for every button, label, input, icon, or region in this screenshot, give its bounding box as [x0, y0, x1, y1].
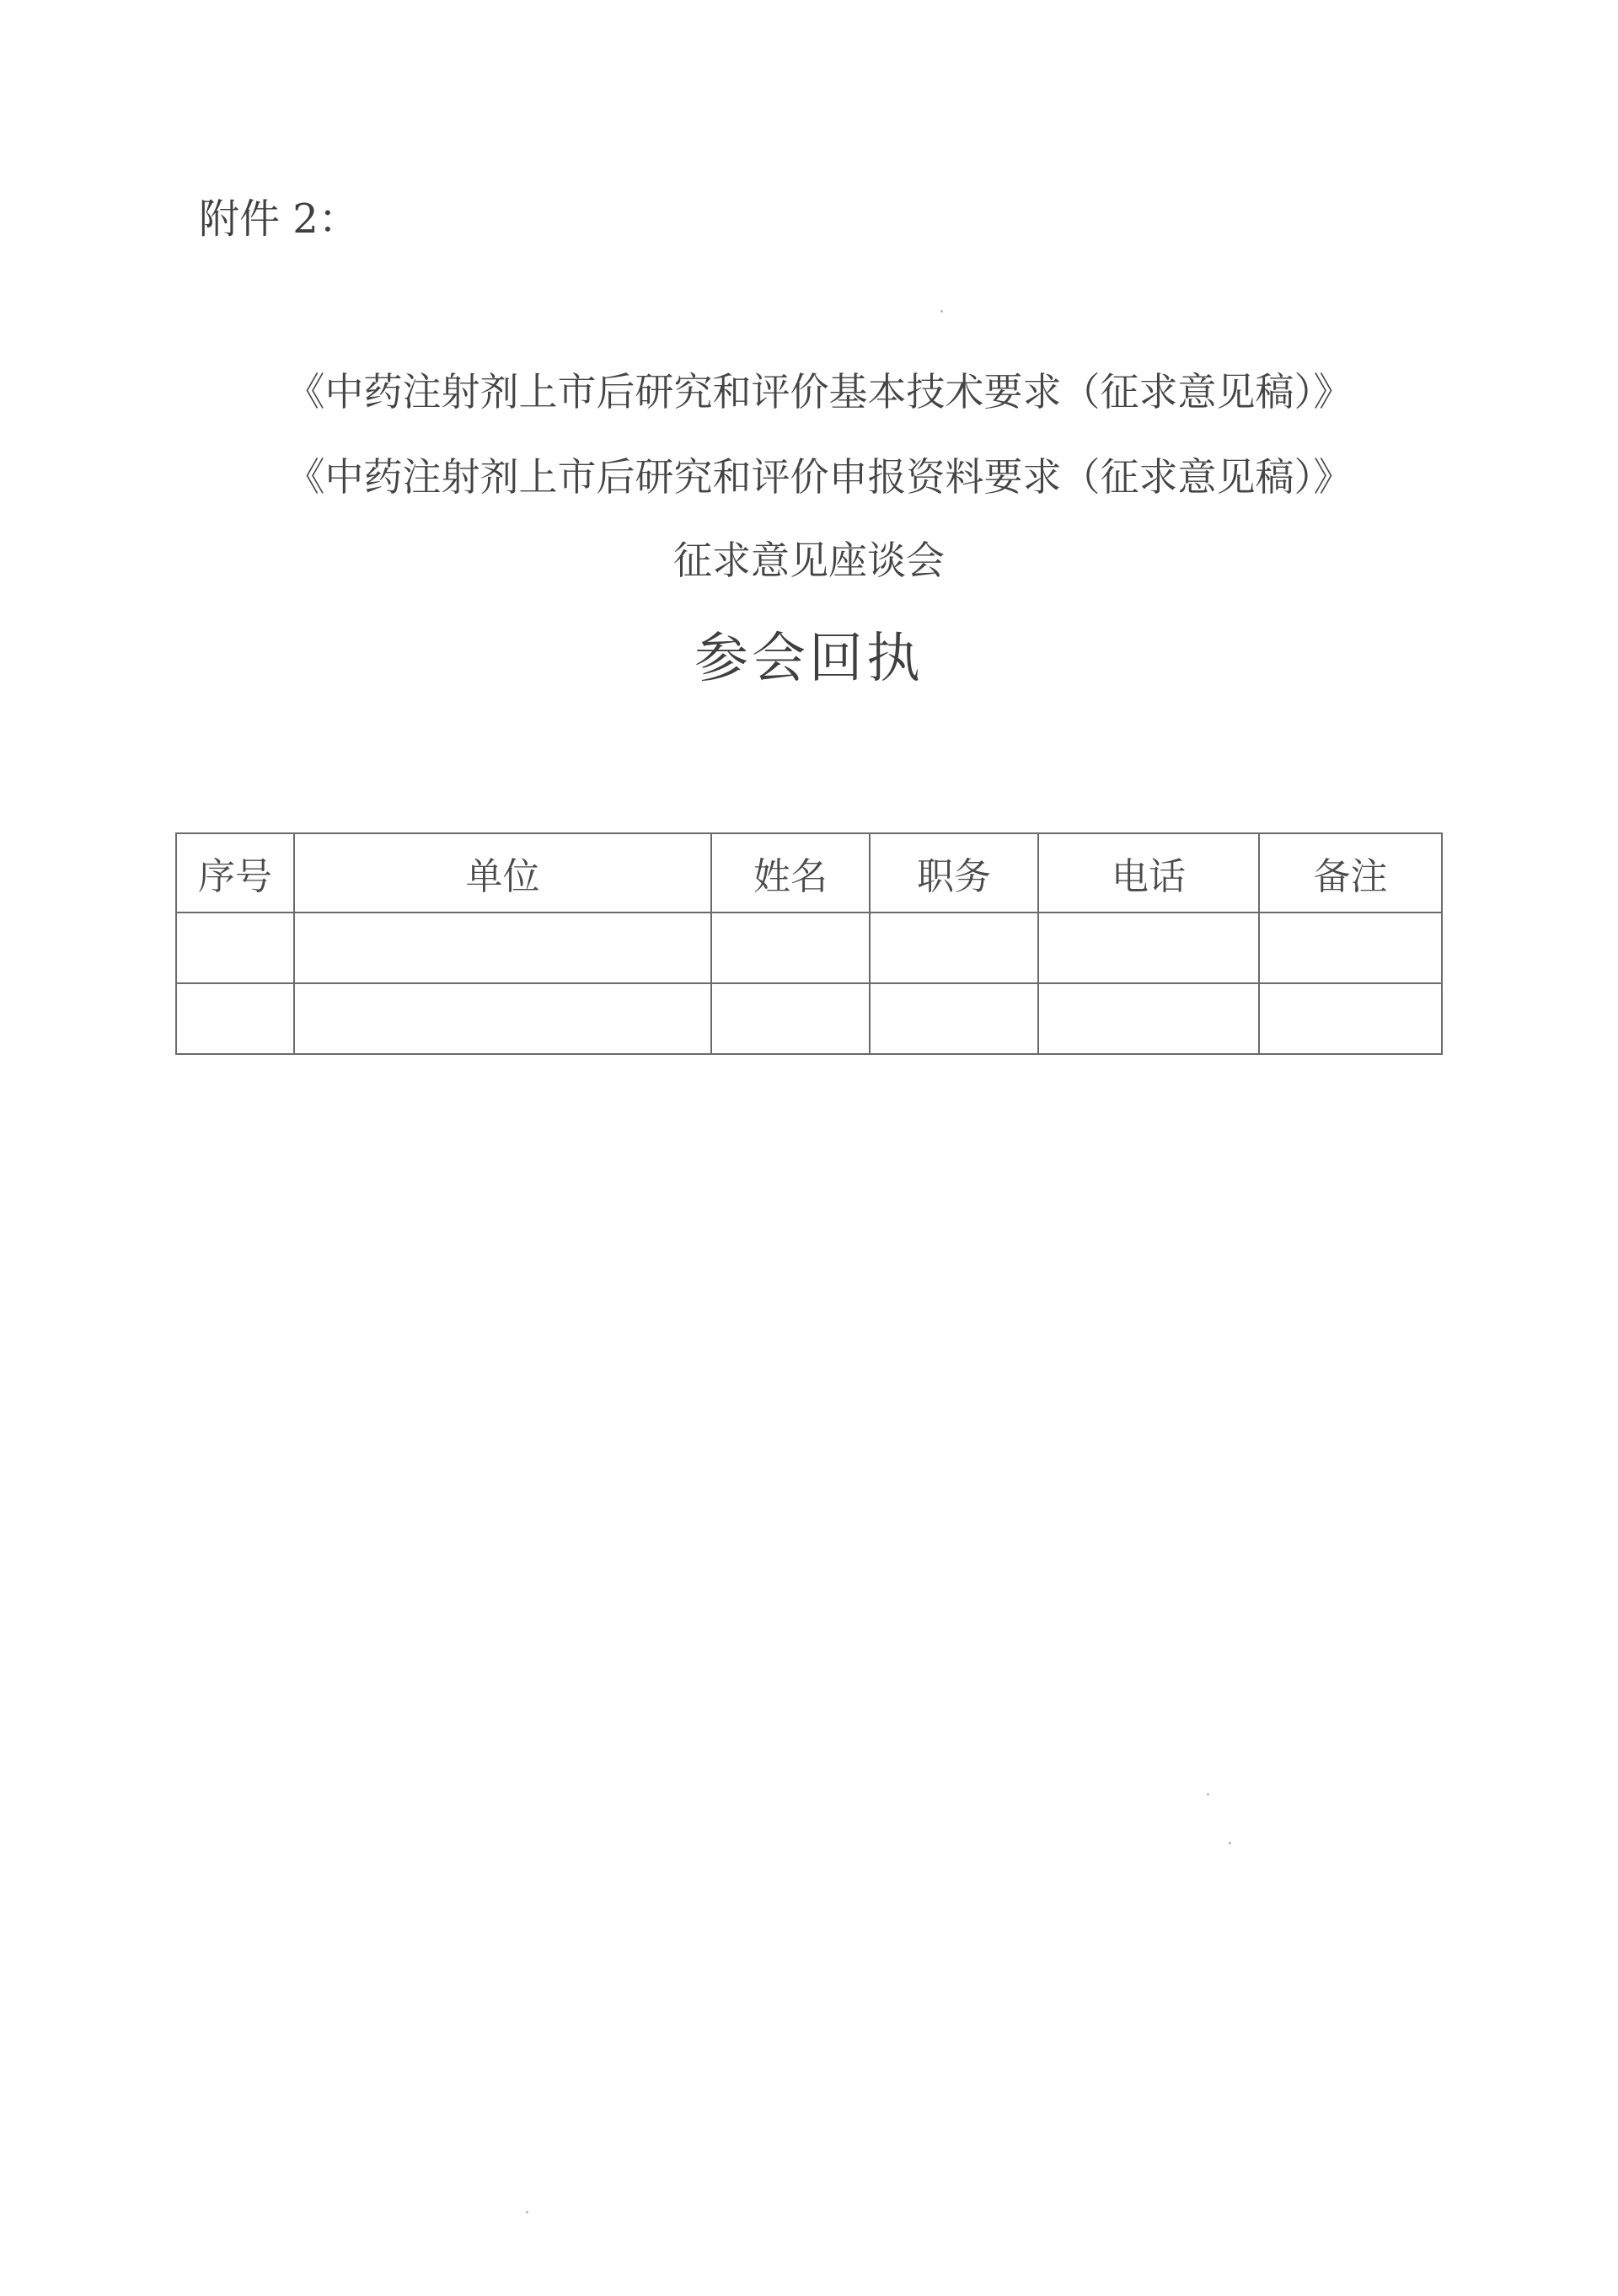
table-cell-remarks	[1259, 913, 1442, 983]
table-cell-position	[870, 983, 1038, 1054]
attachment-label: 附件 2：	[199, 195, 359, 243]
scan-speck	[1207, 1793, 1209, 1796]
scan-speck	[940, 310, 943, 313]
header-remarks: 备注	[1259, 833, 1442, 913]
header-unit: 单位	[294, 833, 711, 913]
table-row	[176, 983, 1442, 1054]
receipt-title: 参会回执	[694, 628, 924, 690]
table-cell-unit	[294, 983, 711, 1054]
table-cell-seq	[176, 913, 294, 983]
table-cell-phone	[1038, 913, 1259, 983]
table-cell-name	[711, 913, 870, 983]
table-cell-remarks	[1259, 983, 1442, 1054]
table-row	[176, 913, 1442, 983]
table-cell-position	[870, 913, 1038, 983]
meeting-subtitle: 征求意见座谈会	[673, 538, 945, 583]
scan-speck	[1229, 1842, 1231, 1844]
document-title-line-2: 《中药注射剂上市后研究和评价申报资料要求（征求意见稿）》	[286, 454, 1353, 500]
table-header-row	[176, 833, 1442, 913]
table-cell-unit	[294, 913, 711, 983]
scan-speck	[526, 2211, 528, 2213]
table-cell-phone	[1038, 983, 1259, 1054]
header-name: 姓名	[711, 833, 870, 913]
table-cell-seq	[176, 983, 294, 1054]
table-cell-name	[711, 983, 870, 1054]
document-title-line-1: 《中药注射剂上市后研究和评价基本技术要求（征求意见稿）》	[286, 369, 1353, 415]
header-phone: 电话	[1038, 833, 1259, 913]
header-position: 职务	[870, 833, 1038, 913]
header-seq: 序号	[176, 833, 294, 913]
attendance-table	[175, 832, 1443, 1055]
